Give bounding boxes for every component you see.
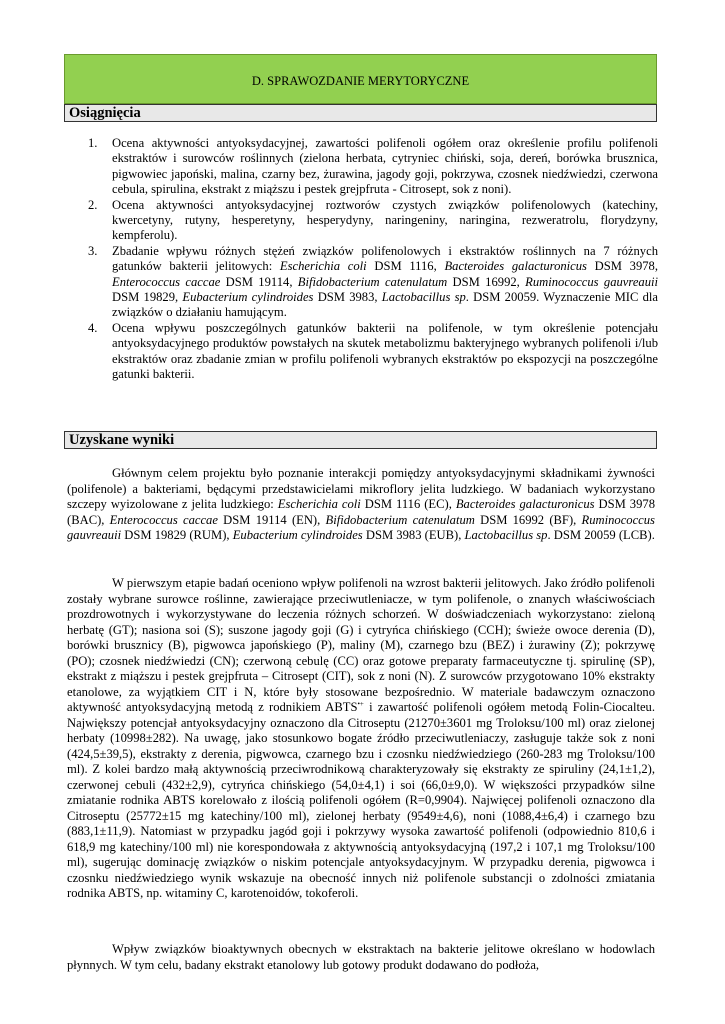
list-item-number: 3. [88, 243, 98, 258]
paragraph-text: Wpływ związków bioaktywnych obecnych w ekstraktach na bakterie jelitowe określano w hodowlach płynnych. W tym celu, badany ekstrakt etanolowy lub gotowy produkt dodawano do podłoża, [67, 942, 655, 972]
list-item [88, 244, 658, 321]
list-item-text: Zbadanie wpływu różnych stężeń związków polifenolowych i ekstraktów roślinnych na 7 różnych gatunków bakterii jelitowych: Escherichia coli DSM 1116, Bacteroides galacturonicus DSM 3978, Enterococcus caccae DSM 19114, Bifidobacterium catenulatum DSM 16992, Ruminococcus gauvreauii DSM 19829, Eubacterium cylindroides DSM 3983, Lactobacillus sp. DSM 20059. Wyznaczenie MIC dla związków o działaniu hamującym. [112, 243, 658, 320]
results-heading [64, 431, 657, 449]
achievements-list [88, 136, 658, 383]
results-paragraph-3 [67, 942, 655, 973]
results-heading-text: Uzyskane wyniki [69, 432, 175, 448]
paragraph-text: W pierwszym etapie badań oceniono wpływ polifenoli na wzrost bakterii jelitowych. Jako źródło polifenoli zostały wybrane surowce roślinne, zawierające przeciwutleniacze, w tym polifenole, o znanych właściwościach prozdrowotnych i wykorzystywane do leczenia różnych schorzeń. W doświadczeniach wykorzystano: zieloną herbatę (GT); nasiona soi (S); suszone jagody goji (G) i cytryńca chińskiego (CCH); świeże owoce derenia (D), borówki brusznicy (B), pigwowca japońskiego (P), maliny (M), czarnego bzu (BEZ) i żurawiny (Z); pokrzywę (PO); czosnek niedźwiedzi (CN); czerwoną cebulę (CC) oraz gotowe preparaty farmaceutyczne tj. spirulinę (SP), ekstrakt z miąższu i pestek grejpfruta – Citrosept (CIT), sok z noni (N). Z surowców przygotowano 10% ekstrakty etanolowe, za wyjątkiem CIT i N, które były stosowane bezpośrednio. W materiale badawczym oznaczono aktywność antyoksydacyjną metodą z rodnikiem ABTS•+ i zawartość polifenoli ogółem metodą Folin-Ciocalteu. Największy potencjał antyoksydacyjny oznaczono dla Citroseptu (21270±3601 mg Troloksu/100 ml) oraz zielonej herbaty (10998±282). Na uwagę, jako stosunkowo bogate źródło przeciwutleniaczy, zasługuje także sok z noni (424,5±39,5), ekstrakty z derenia, pigwowca, czarnego bzu i czosnku niedźwiedziego (260-283 mg Troloksu/100 ml). Z kolei bardzo małą aktywnością przeciwrodnikową charakteryzowały się ekstrakty ze spiruliny (24,1±1,2), czerwonej cebuli (432±2,9), cytryńca chińskiego (54,0±4,1) i soi (66,0±9,0). W większości przypadków silne zmiatanie rodnika ABTS korelowało z ilością polifenoli ogółem (R=0,9904). Najwięcej polifenoli oznaczono dla Citroseptu (25772±15 mg katechiny/100 ml), zielonej herbaty (9549±4,6), noni (1088,4±6,4) i czarnego bzu (883,1±11,9). Natomiast w przypadku jagód goji i pokrzywy wysoka zawartość polifenoli (odpowiednio 810,6 i 618,9 mg katechiny/100 ml) nie korespondowała z aktywnością antyoksydacyjną (197,2 i 107,1 mg Troloksu/100 ml), sugerując dominację związków o niskim potencjale antyoksydacyjnym. W przypadku derenia, pigwowca i czosnku niedźwiedziego wynik wskazuje na obecność innych niż polifenole substancji o zdolności zmiatania rodnika ABTS, np. witaminy C, karotenoidów, tokoferoli. [67, 576, 655, 900]
list-item-text: Ocena aktywności antyoksydacyjnej, zawartości polifenoli ogółem oraz określenie profilu polifenoli ekstraktów i surowców roślinnych (zielona herbata, cytryniec chiński, soja, dereń, borówka brusznica, pigwowiec japoński, malina, czarny bez, żurawina, jagody goji, pokrzywa, czosnek niedźwiedzi, czerwona cebula, spirulina, ekstrakt z miąższu i pestek grejpfruta - Citrosept, sok z noni). [112, 136, 658, 197]
list-item [88, 321, 658, 383]
list-item-text: Ocena wpływu poszczególnych gatunków bakterii na polifenole, w tym określenie potencjału antyoksydacyjnego produktów powstałych na skutek metabolizmu bakteryjnego wybranych polifenoli i/lub ekstraktów oraz zbadanie zmian w profilu polifenoli wybranych ekstraktów po ekspozycji na poszczególne gatunki bakterii. [112, 320, 658, 382]
paragraph-text: Głównym celem projektu było poznanie interakcji pomiędzy antyoksydacyjnymi składnikami żywności (polifenole) a bakteriami, będącymi przedstawicielami mikroflory jelita ludzkiego. W badaniach wykorzystano szczepy wyizolowane z jelita ludzkiego: Escherichia coli DSM 1116 (EC), Bacteroides galacturonicus DSM 3978 (BAC), Enterococcus caccae DSM 19114 (EN), Bifidobacterium catenulatum DSM 16992 (BF), Ruminococcus gauvreauii DSM 19829 (RUM), Eubacterium cylindroides DSM 3983 (EUB), Lactobacillus sp. DSM 20059 (LCB). [67, 466, 655, 542]
report-section-banner [64, 54, 657, 104]
list-item [88, 198, 658, 244]
list-item-text: Ocena aktywności antyoksydacyjnej roztworów czystych związków polifenolowych (katechiny, kwercetyny, rutyny, hesperetyny, hesperydyny, naringeniny, naringina, rezweratrolu, florydzyny, kempferolu). [112, 197, 658, 243]
banner-title: D. SPRAWOZDANIE MERYTORYCZNE [251, 73, 470, 88]
list-item-number: 1. [88, 136, 98, 150]
results-paragraph-1 [67, 466, 655, 544]
achievements-heading-text: Osiągnięcia [69, 105, 141, 121]
list-item-number: 4. [88, 320, 98, 335]
achievements-heading [64, 104, 657, 122]
list-item [88, 136, 658, 198]
results-paragraph-2 [67, 576, 655, 902]
list-item-number: 2. [88, 197, 98, 212]
